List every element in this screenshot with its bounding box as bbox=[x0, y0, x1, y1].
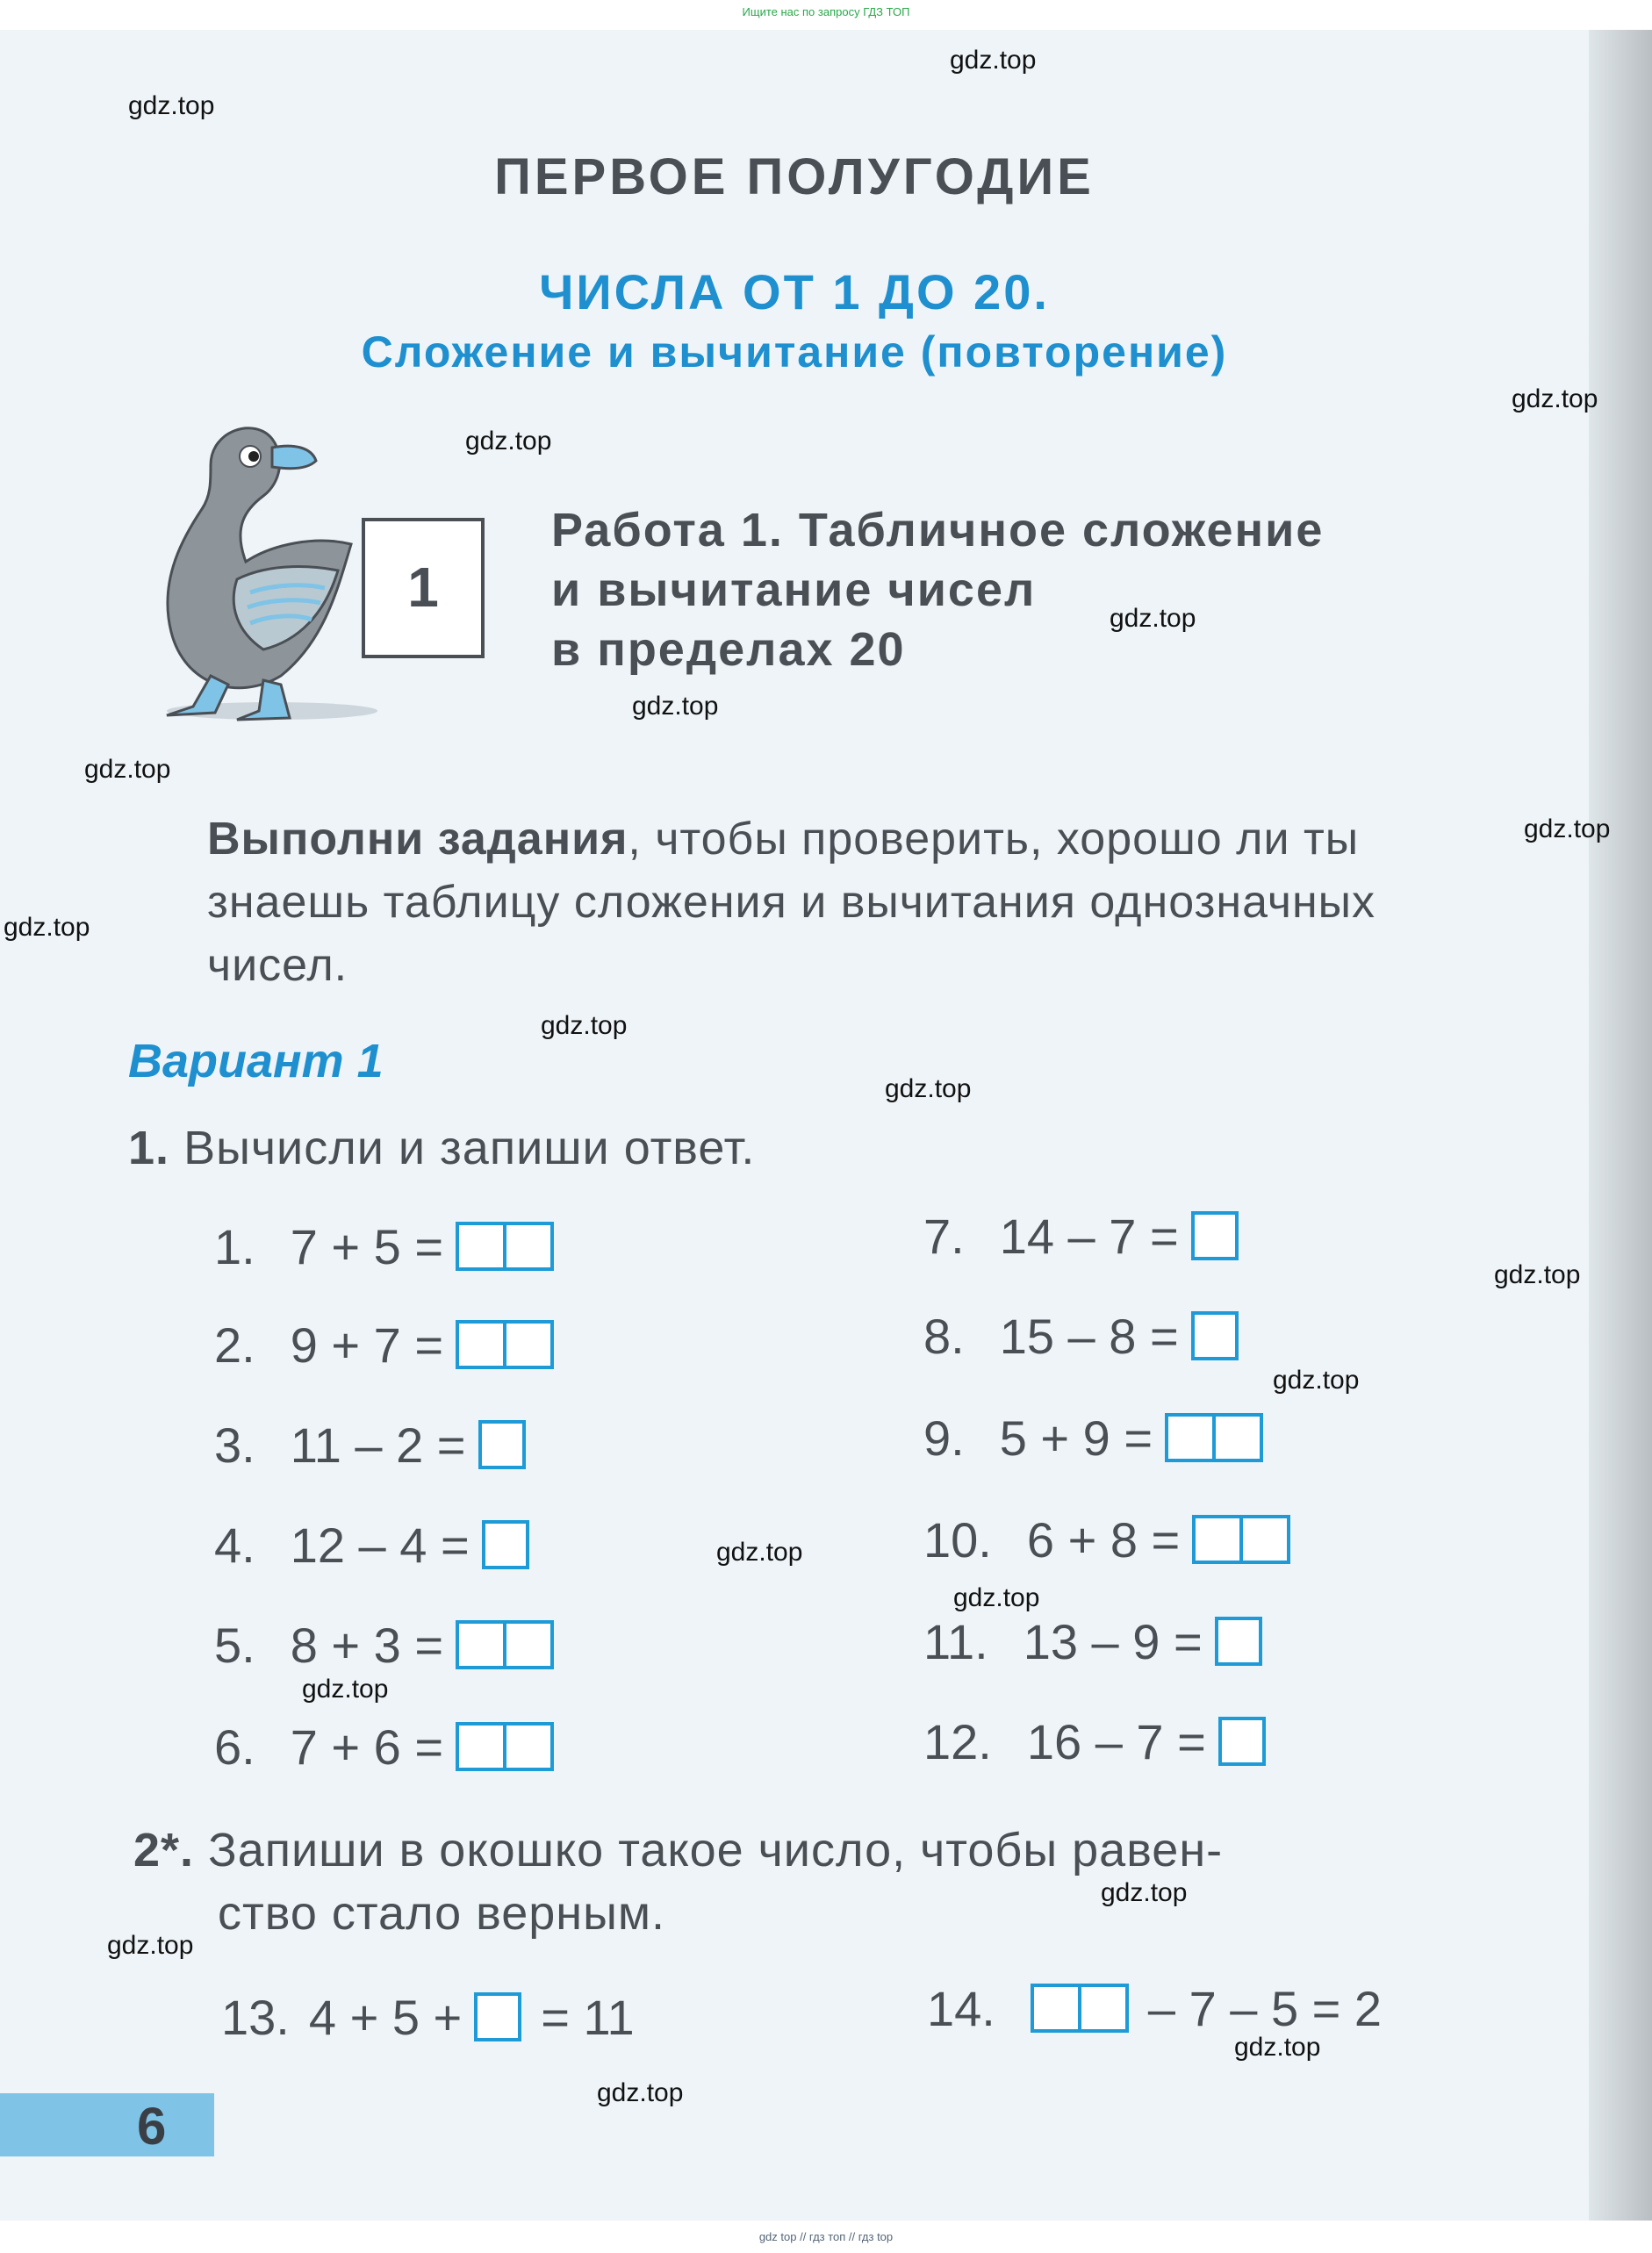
watermark[interactable]: gdz.top bbox=[1512, 384, 1598, 413]
watermark[interactable]: gdz.top bbox=[465, 427, 552, 456]
exercise-number: 14. bbox=[927, 1980, 995, 2036]
watermark[interactable]: gdz.top bbox=[541, 1011, 628, 1040]
exercise-4 bbox=[214, 1517, 529, 1573]
topic-subtitle: Сложение и вычитание (повторение) bbox=[361, 327, 1228, 377]
exercise-expression: 7 + 5 = bbox=[290, 1218, 444, 1274]
work-title bbox=[551, 500, 1324, 679]
task-2-text: Запиши в окошко такое число, чтобы равен- bbox=[208, 1824, 1224, 1876]
exercise-number: 6. bbox=[214, 1718, 255, 1775]
exercise-number: 13. bbox=[221, 1989, 290, 2045]
watermark[interactable]: gdz.top bbox=[1524, 814, 1611, 843]
exercise-number: 5. bbox=[214, 1617, 255, 1673]
answer-box-one-digit[interactable] bbox=[1218, 1717, 1266, 1766]
duck-illustration bbox=[149, 413, 377, 746]
exercise-expression: 14 – 7 = bbox=[999, 1208, 1179, 1264]
task-2-line bbox=[133, 1819, 1538, 1882]
exercise-expression: 4 + 5 + bbox=[308, 1989, 463, 2045]
exercise-7 bbox=[923, 1208, 1239, 1264]
answer-box-one-digit[interactable] bbox=[1191, 1311, 1239, 1360]
exercise-1 bbox=[214, 1218, 554, 1274]
exercise-2 bbox=[214, 1317, 554, 1373]
exercise-expression: 15 – 8 = bbox=[999, 1308, 1179, 1364]
exercise-expression: 11 – 2 = bbox=[290, 1417, 466, 1473]
variant-heading: Вариант 1 bbox=[128, 1035, 384, 1087]
exercise-expression-rest: – 7 – 5 = 2 bbox=[1147, 1980, 1383, 2036]
exercise-expression: 5 + 9 = bbox=[999, 1410, 1153, 1466]
exercise-number: 4. bbox=[214, 1517, 255, 1573]
work-title-line: в пределах 20 bbox=[551, 623, 906, 676]
exercise-expression: 7 + 6 = bbox=[290, 1718, 444, 1775]
answer-box-two-digit[interactable] bbox=[1165, 1413, 1263, 1462]
exercise-12 bbox=[923, 1713, 1266, 1769]
exercise-number: 2. bbox=[214, 1317, 255, 1373]
exercise-number: 11. bbox=[923, 1613, 988, 1669]
exercise-8 bbox=[923, 1308, 1239, 1364]
intro-text: , чтобы проверить, хорошо ли ты знаешь таблицу сложения и вычитания однозначных чисел. bbox=[207, 814, 1376, 991]
answer-box-two-digit[interactable] bbox=[1192, 1515, 1290, 1564]
exercise-expression: 12 – 4 = bbox=[290, 1517, 470, 1573]
answer-box-two-digit[interactable] bbox=[456, 1722, 554, 1771]
section-title: ПЕРВОЕ ПОЛУГОДИЕ bbox=[494, 148, 1095, 205]
watermark[interactable]: gdz.top bbox=[84, 755, 171, 784]
answer-box-one-digit[interactable] bbox=[478, 1420, 526, 1469]
exercise-expression: 8 + 3 = bbox=[290, 1617, 444, 1673]
duck-beak bbox=[272, 446, 316, 469]
page-number: 6 bbox=[137, 2097, 167, 2156]
task-1-number: 1. bbox=[128, 1122, 170, 1174]
exercise-number: 10. bbox=[923, 1511, 992, 1568]
exercise-13 bbox=[221, 1989, 635, 2045]
exercise-11 bbox=[923, 1613, 1262, 1669]
exercise-expression-rest: = 11 bbox=[541, 1989, 635, 2045]
exercise-expression: 9 + 7 = bbox=[290, 1317, 444, 1373]
watermark[interactable]: gdz.top bbox=[1273, 1366, 1360, 1395]
watermark[interactable]: gdz.top bbox=[302, 1675, 389, 1704]
exercise-14 bbox=[927, 1980, 1382, 2036]
topic-title: ЧИСЛА ОТ 1 ДО 20. bbox=[539, 264, 1050, 319]
watermark[interactable]: gdz.top bbox=[1101, 1878, 1188, 1907]
work-title-line: Работа 1. Табличное сложение bbox=[551, 504, 1325, 556]
answer-box-one-digit[interactable] bbox=[474, 1992, 521, 2041]
exercise-number: 3. bbox=[214, 1417, 255, 1473]
answer-box-two-digit[interactable] bbox=[456, 1222, 554, 1271]
watermark[interactable]: gdz.top bbox=[716, 1538, 803, 1567]
answer-box-one-digit[interactable] bbox=[1191, 1211, 1239, 1260]
exercise-10 bbox=[923, 1511, 1290, 1568]
task-2-number: 2*. bbox=[133, 1824, 195, 1876]
watermark[interactable]: gdz.top bbox=[107, 1931, 194, 1960]
watermark[interactable]: gdz.top bbox=[1494, 1260, 1581, 1289]
bottom-banner[interactable]: gdz top // гдз топ // гдз top bbox=[758, 2230, 894, 2243]
exercise-9 bbox=[923, 1410, 1263, 1466]
answer-box-two-digit[interactable] bbox=[456, 1620, 554, 1669]
answer-box-one-digit[interactable] bbox=[482, 1520, 529, 1569]
exercise-3 bbox=[214, 1417, 526, 1473]
watermark[interactable]: gdz.top bbox=[1234, 2033, 1321, 2062]
page-edge bbox=[1589, 30, 1652, 2221]
intro-paragraph bbox=[207, 807, 1515, 997]
watermark[interactable]: gdz.top bbox=[953, 1583, 1040, 1612]
exercise-number: 1. bbox=[214, 1218, 255, 1274]
task-2-line: ство стало верным. bbox=[218, 1887, 666, 1940]
answer-box-one-digit[interactable] bbox=[1215, 1617, 1262, 1666]
exercise-number: 12. bbox=[923, 1713, 992, 1769]
page-number-strip bbox=[0, 2093, 214, 2156]
exercise-number: 9. bbox=[923, 1410, 965, 1466]
top-banner[interactable]: Ищите нас по запросу ГДЗ ТОП bbox=[742, 5, 910, 18]
exercise-expression: 16 – 7 = bbox=[1026, 1713, 1206, 1769]
answer-box-two-digit[interactable] bbox=[456, 1320, 554, 1369]
work-title-line: и вычитание чисел bbox=[551, 563, 1037, 616]
watermark[interactable]: gdz.top bbox=[1110, 604, 1196, 633]
exercise-number: 8. bbox=[923, 1308, 965, 1364]
watermark[interactable]: gdz.top bbox=[950, 46, 1037, 75]
watermark[interactable]: gdz.top bbox=[597, 2078, 684, 2107]
exercise-6 bbox=[214, 1718, 554, 1775]
watermark[interactable]: gdz.top bbox=[128, 91, 215, 120]
watermark[interactable]: gdz.top bbox=[885, 1074, 972, 1103]
exercise-expression: 6 + 8 = bbox=[1026, 1511, 1181, 1568]
task-2-heading bbox=[133, 1819, 1538, 1945]
work-number-box: 1 bbox=[362, 518, 485, 658]
exercise-expression: 13 – 9 = bbox=[1023, 1613, 1203, 1669]
duck-body bbox=[168, 428, 351, 688]
watermark[interactable]: gdz.top bbox=[4, 913, 90, 942]
intro-bold: Выполни задания bbox=[207, 814, 628, 865]
duck-pupil bbox=[248, 451, 259, 462]
answer-box-two-digit[interactable] bbox=[1031, 1984, 1129, 2033]
task-1-heading bbox=[128, 1116, 755, 1180]
exercise-number: 7. bbox=[923, 1208, 965, 1264]
watermark[interactable]: gdz.top bbox=[632, 692, 719, 721]
exercise-5 bbox=[214, 1617, 554, 1673]
task-1-text: Вычисли и запиши ответ. bbox=[183, 1122, 756, 1174]
